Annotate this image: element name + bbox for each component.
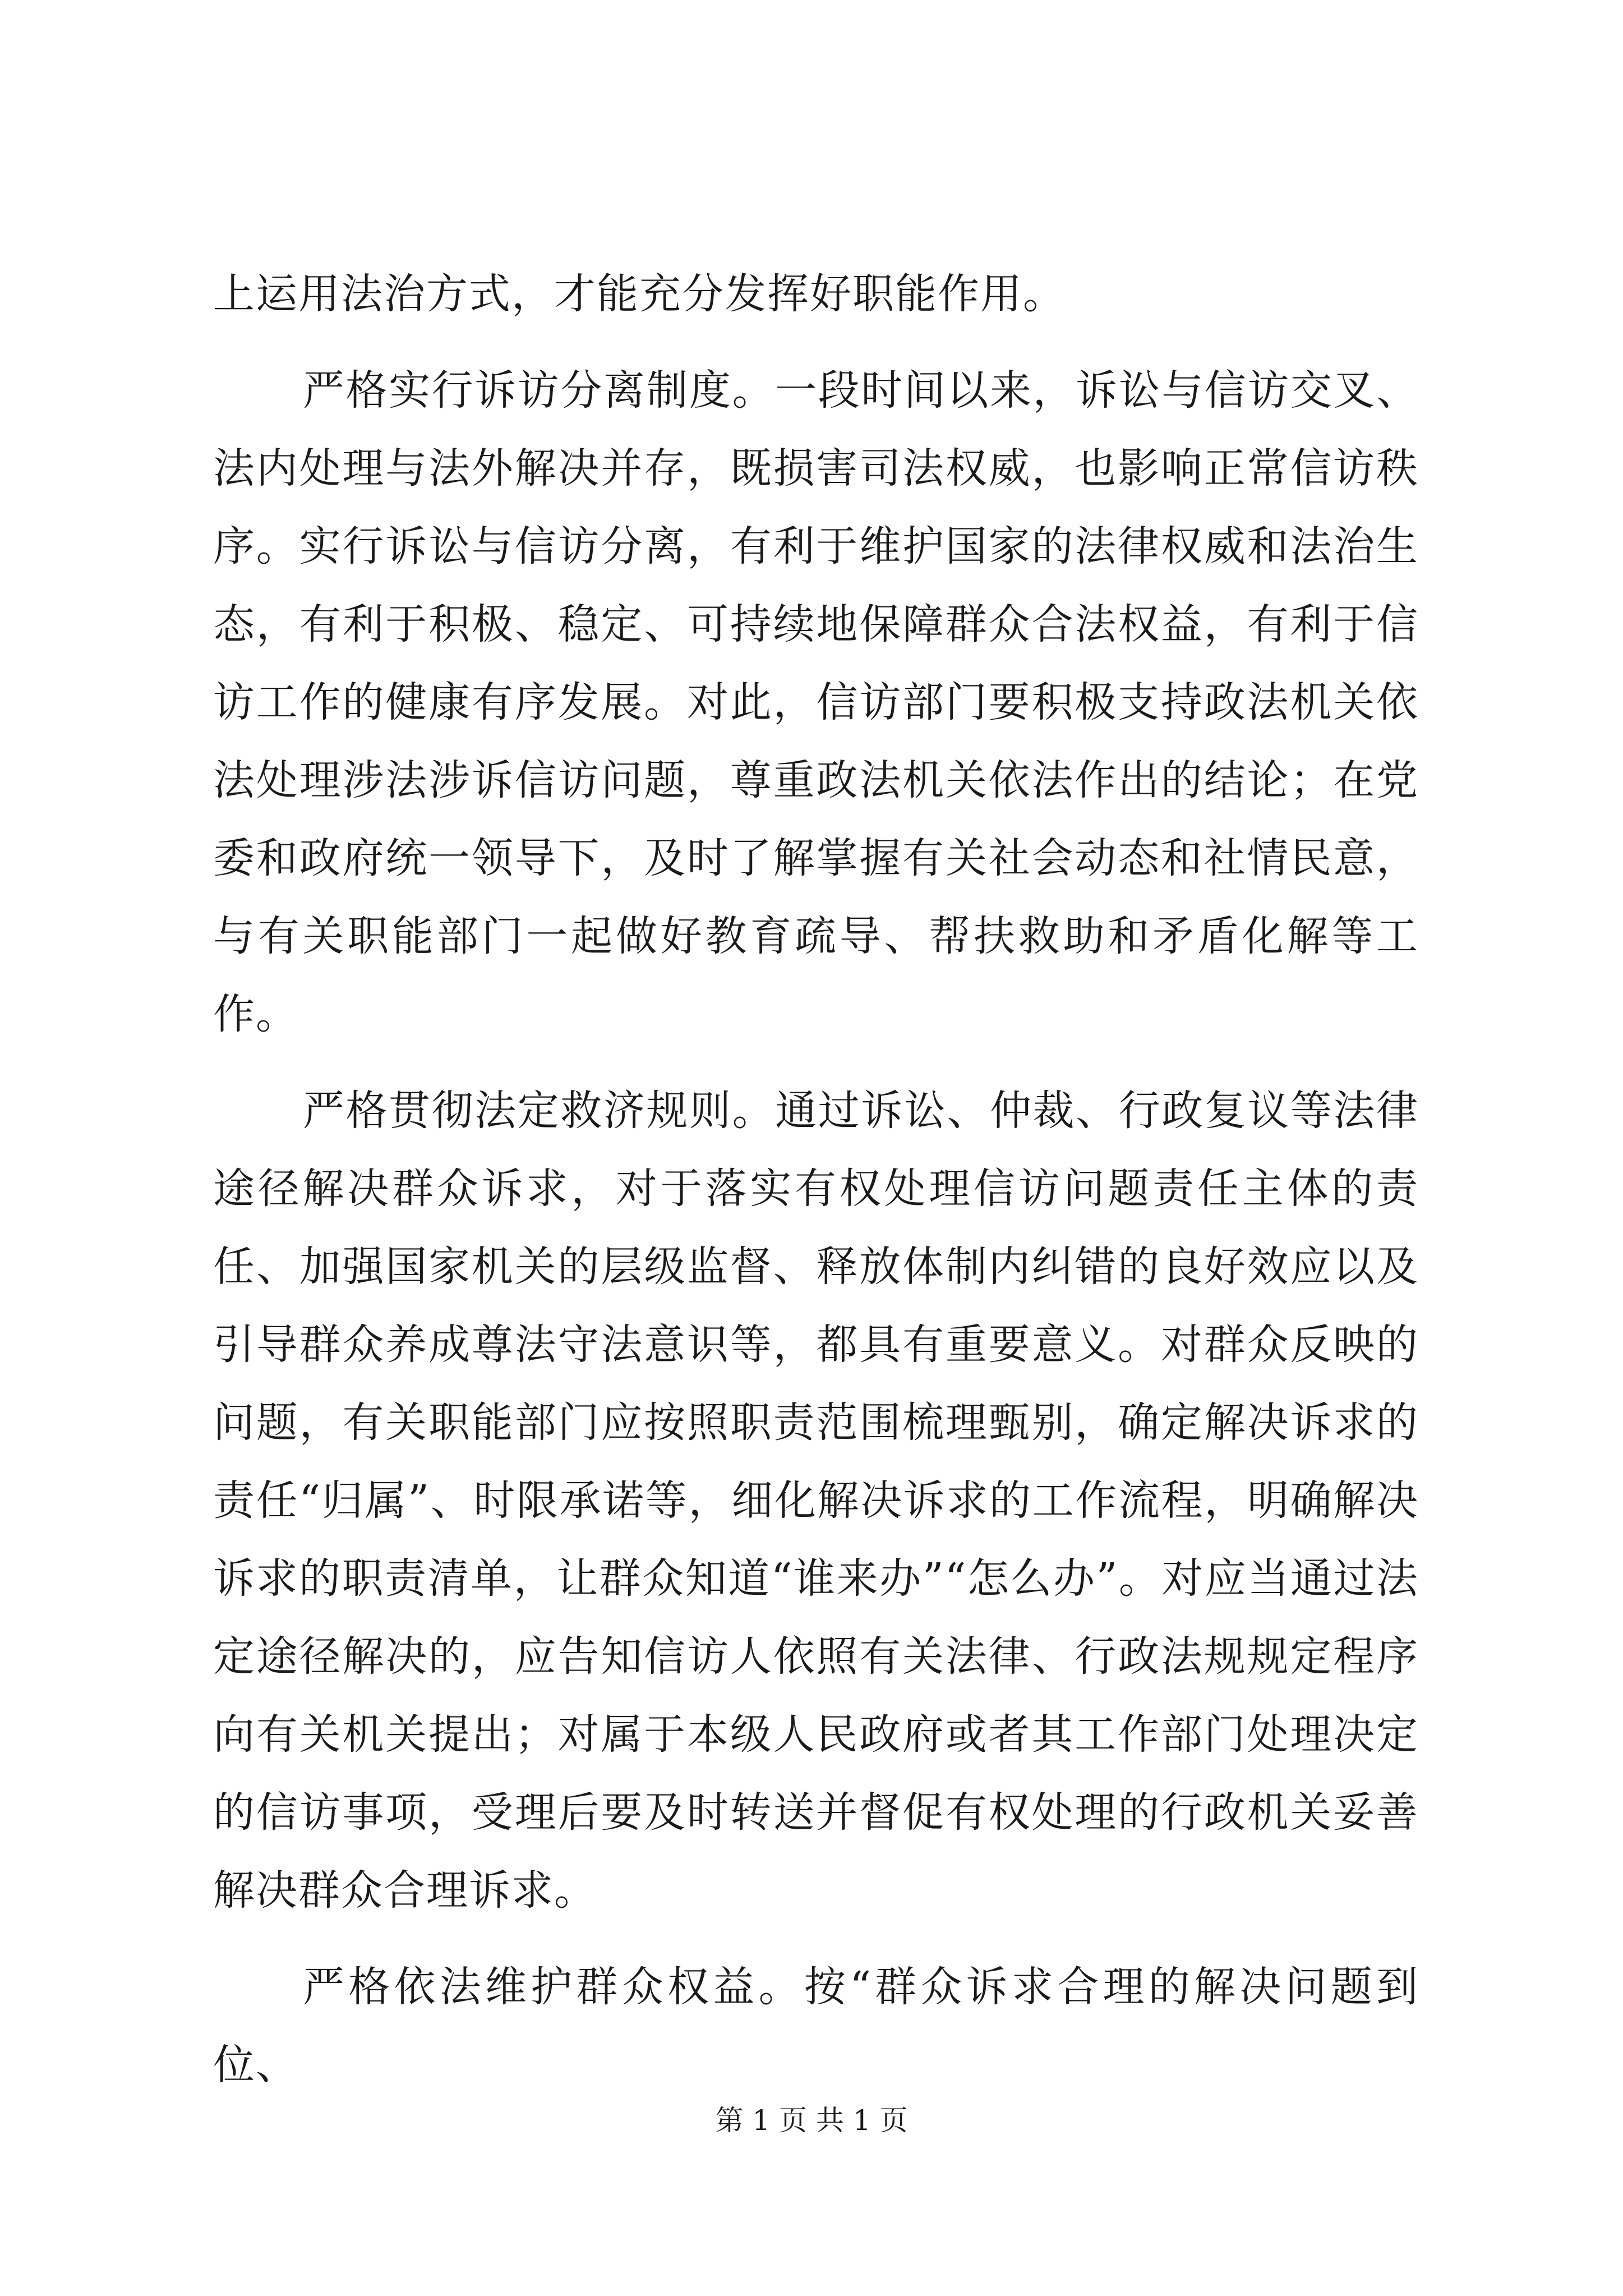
- paragraph-legal-remedy: 严格贯彻法定救济规则。通过诉讼、仲裁、行政复议等法律途径解决群众诉求，对于落实有权处理信访问题责任主体的责任、加强国家机关的层级监督、释放体制内纠错的良好效应以及引导群众养成尊法守法意识等，都具有重要意义。对群众反映的问题，有关职能部门应按照职责范围梳理甄别，确定解决诉求的责任“归属”、时限承诺等，细化解决诉求的工作流程，明确解决诉求的职责清单，让群众知道“谁来办”“怎么办”。对应当通过法定途径解决的，应告知信访人依照有关法律、行政法规规定程序向有关机关提出；对属于本级人民政府或者其工作部门处理决定的信访事项，受理后要及时转送并督促有权处理的行政机关妥善解决群众合理诉求。: [213, 1087, 1419, 1915]
- paragraph-petition-separation: 严格实行诉访分离制度。一段时间以来，诉讼与信访交叉、法内处理与法外解决并存，既损害司法权威，也影响正常信访秩序。实行诉讼与信访分离，有利于维护国家的法律权威和法治生态，有利于积极、稳定、可持续地保障群众合法权益，有利于信访工作的健康有序发展。对此，信访部门要积极支持政法机关依法处理涉法涉诉信访问题，尊重政法机关依法作出的结论；在党委和政府统一领导下，及时了解掌握有关社会动态和社情民意，与有关职能部门一起做好教育疏导、帮扶救助和矛盾化解等工作。: [213, 366, 1419, 1038]
- paragraph-protect-rights: 严格依法维护群众权益。按“群众诉求合理的解决问题到位、: [213, 1963, 1419, 2089]
- paragraph-continuation: 上运用法治方式，才能充分发挥好职能作用。: [213, 270, 1066, 318]
- document-body: [213, 255, 1419, 2104]
- page-footer: 第 1 页 共 1 页: [715, 2104, 908, 2137]
